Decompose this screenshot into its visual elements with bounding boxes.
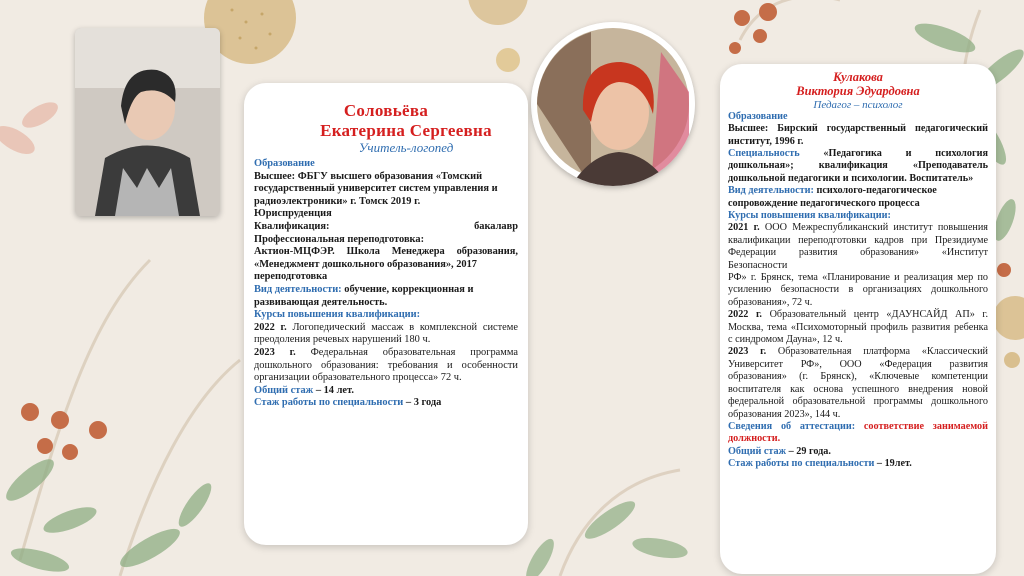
leaf-shape [1, 453, 60, 507]
specialty-experience-value: – 19лет. [876, 458, 912, 470]
activity [728, 185, 988, 210]
retraining-text: Актион-МЦФЭР. Школа Менеджера образования, «Менеджмент дошкольного образования», 2017 [254, 246, 518, 270]
course-text: ООО Межреспубликанский институт повышения квалификации переподготовки кадров при Президиуме Федерации развития образования» «Институт Безопасности [728, 222, 988, 271]
berry-shape [997, 263, 1011, 277]
qualification-label: Квалификация: [254, 221, 330, 233]
course-year: 2023 г. [254, 347, 296, 358]
retraining-tail: переподготовка [254, 271, 328, 283]
petal-shape [18, 97, 62, 133]
teacher-given-names: Екатерина Сергеевна [320, 120, 492, 140]
specialty [728, 148, 988, 185]
course-item [728, 309, 988, 346]
activity-label: Вид деятельности: [254, 284, 342, 296]
qualification-value: бакалавр [474, 221, 518, 233]
higher-label: Высшее: [254, 170, 296, 182]
courses-heading: Курсы повышения квалификации: [254, 309, 421, 321]
activity [254, 284, 518, 309]
teacher-details [254, 158, 518, 410]
teacher-surname: Соловьёва [343, 101, 429, 120]
portrait-placeholder [531, 22, 695, 186]
berry-shape [62, 444, 78, 460]
higher-text: ФБГУ высшего образования «Томский государственный университет систем управления и радиоэлектроники» г. Томск 2019 г. [254, 170, 498, 207]
teacher-given-names: Виктория Эдуардовна [796, 84, 920, 99]
course-item [728, 222, 988, 272]
leaf-shape [9, 544, 72, 576]
gold-glitter-circle [468, 0, 528, 25]
education-heading: Образование [728, 110, 788, 122]
total-experience-label: Общий стаж [728, 445, 787, 457]
activity-text: психолого-педагогическое сопровождение педагогического процесса [728, 185, 937, 209]
teacher-photo-soloveva [75, 28, 220, 216]
total-experience [254, 385, 518, 398]
course-year: 2022 г. [254, 321, 287, 333]
course-text: Образовательная платформа «Классический Университет РФ», ООО «Федерация развития образования» (г. Брянск), «Ключевые компетенции воспитателя как основа успешного внедрения новой федеральной образовательной программы дошкольного образования 2023», 144 ч. [728, 346, 988, 420]
course-year: 2021 г. [728, 222, 760, 234]
total-experience-label: Общий стаж [254, 384, 314, 396]
berry-shape [51, 411, 69, 429]
course-item [254, 322, 518, 347]
higher-education: Высшее: Бирский государственный педагогический институт, 1996 г. [728, 123, 988, 147]
education-heading: Образование [254, 158, 315, 170]
teacher-photo-kulakova [531, 22, 695, 186]
gold-glitter-circle [1004, 352, 1020, 368]
gold-glitter-circle [993, 296, 1024, 340]
specialty-experience [728, 458, 988, 470]
specialty-experience-label: Стаж работы по специальности [254, 397, 404, 409]
leaf-shape [631, 534, 689, 561]
course-text: Федеральная образовательная программа дошкольного образования: требования и особенности организации образовательного процесса» 72 ч. [254, 347, 518, 384]
leaf-shape [41, 502, 100, 538]
specialty-experience-label: Стаж работы по специальности [728, 458, 875, 470]
berry-shape [734, 10, 750, 26]
activity-text: обучение, коррекционная и развивающая деятельность. [254, 284, 474, 308]
teacher-surname: Кулакова [833, 70, 883, 84]
course-item [254, 347, 518, 385]
specialty: Юриспруденция [254, 208, 332, 220]
teacher-role: Педагог – психолог [813, 98, 903, 111]
portrait-placeholder [75, 28, 220, 216]
course-item [728, 346, 988, 420]
berry-shape [37, 438, 53, 454]
berry-shape [759, 3, 777, 21]
leaf-shape [174, 479, 217, 531]
leaf-shape [116, 522, 185, 573]
attestation-label: Сведения об аттестации: [728, 420, 856, 432]
teacher-role: Учитель-логопед [358, 140, 454, 156]
teacher-card-kulakova [720, 64, 996, 574]
berry-shape [21, 403, 39, 421]
attestation-value: соответствие занимаемой должности. [728, 420, 988, 445]
leaf-shape [912, 18, 979, 59]
teacher-details [728, 111, 988, 471]
specialty-experience [254, 397, 518, 410]
total-experience-value: – 14 лет. [315, 384, 354, 396]
qualification [254, 221, 518, 234]
higher-education [254, 171, 518, 209]
teacher-card-soloveva [244, 83, 528, 545]
course-year: 2022 г. [728, 309, 762, 321]
attestation [728, 421, 988, 446]
course-text: Логопедический массаж в комплексной системе преодоления речевых нарушений 180 ч. [254, 321, 518, 346]
activity-label: Вид деятельности: [728, 185, 814, 197]
specialty-experience-value: – 3 года [405, 397, 442, 409]
berry-shape [729, 42, 741, 54]
teacher-name [254, 101, 518, 140]
gold-glitter-circle [496, 48, 520, 72]
berry-shape [89, 421, 107, 439]
leaf-shape [521, 535, 559, 576]
teacher-name [728, 70, 988, 99]
course-text: Образовательный центр «ДАУНСАЙД АП» г. Москва, тема «Психомоторный профиль развития ребенка с синдромом Дауна», 12 ч. [728, 309, 989, 346]
specialty-label: Специальность [728, 147, 800, 159]
total-experience-value: – 29 года. [788, 445, 831, 457]
courses-heading: Курсы повышения квалификации: [728, 210, 891, 221]
retraining-label: Профессиональная переподготовка: [254, 233, 425, 245]
berry-shape [753, 29, 767, 43]
specialty-text: «Педагогика и психология дошкольная»; квалификация «Преподаватель дошкольной педагогики и психологии. Воспитатель» [728, 147, 988, 184]
total-experience [728, 446, 988, 458]
course-year: 2023 г. [728, 346, 767, 358]
course-text-continued: РФ» г. Брянск, тема «Планирование и реализация мер по усилению безопасности в организациях дошкольного образования», 72 ч. [728, 272, 988, 308]
